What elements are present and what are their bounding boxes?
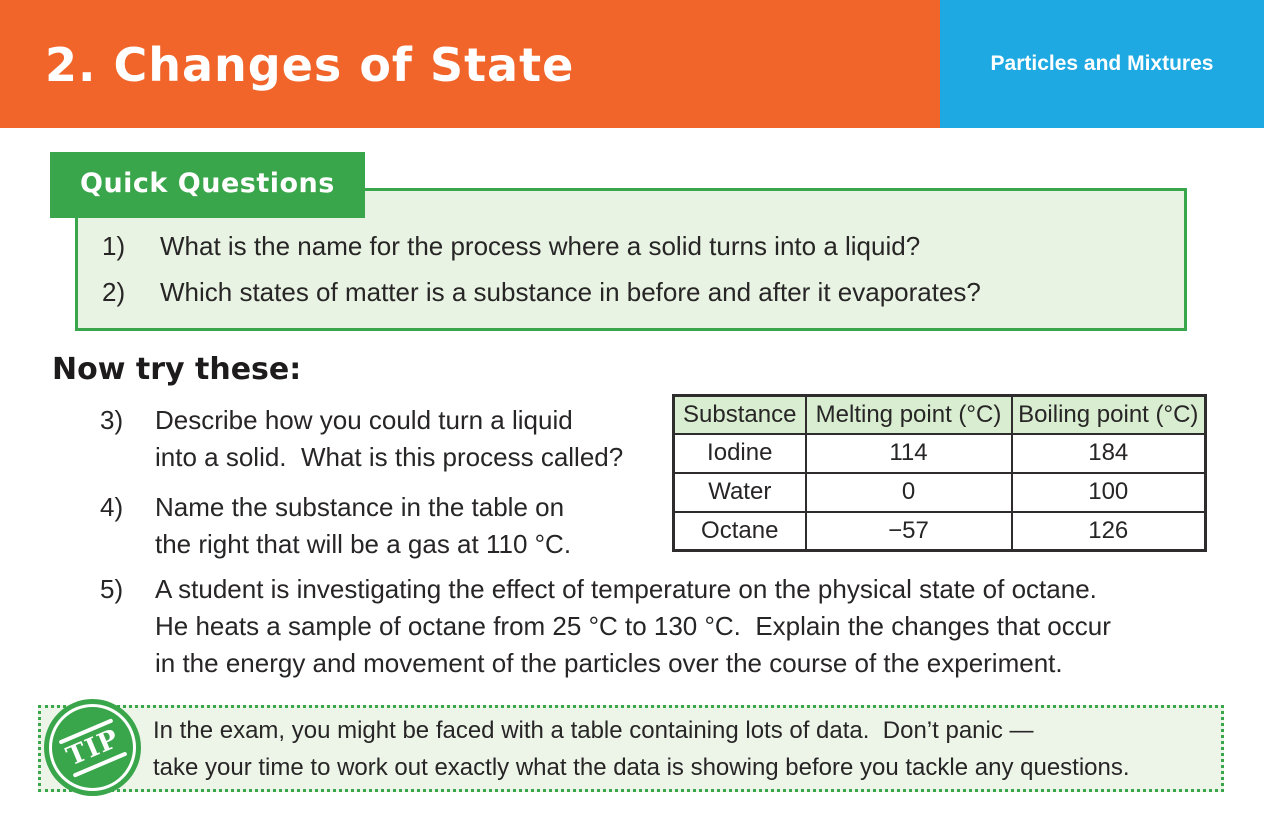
question-number: 5) [100,574,124,604]
question-item-5 [0,571,1111,682]
table-cell: Water [674,473,806,512]
table-cell: 126 [1012,512,1206,551]
tip-stamp-icon [44,699,141,796]
table-row [674,434,1206,473]
question-number: 2) [102,276,126,307]
table-header-row [674,396,1206,434]
table-row [674,512,1206,551]
quick-question-item [78,228,1184,264]
column-header: Boiling point (°C) [1012,396,1206,434]
question-line: in the energy and movement of the particles over the course of the experiment. [155,648,1063,678]
question-number: 3) [100,405,124,435]
table-cell: 100 [1012,473,1206,512]
quick-questions-tab-label: Quick Questions [80,167,335,199]
table-cell: −57 [806,512,1012,551]
question-text [155,402,623,476]
table-cell: Octane [674,512,806,551]
question-line: A student is investigating the effect of temperature on the physical state of octane. [155,574,1097,604]
column-header: Melting point (°C) [806,396,1012,434]
topic-tag-label: Particles and Mixtures [990,52,1214,75]
melting-boiling-table [672,394,1207,552]
question-line: Name the substance in the table on [155,492,565,522]
tip-stamp-label: TIP [61,723,124,772]
question-text [155,489,571,563]
now-try-heading: Now try these: [52,352,302,387]
tip-text-line: take your time to work out exactly what the data is showing before you tackle any questions. [153,753,1130,781]
table-cell: 184 [1012,434,1206,473]
question-text: Which states of matter is a substance in before and after it evaporates? [160,276,981,307]
question-item-4 [0,489,571,563]
question-line: into a solid. What is this process called? [155,442,624,472]
tip-stamp-content [58,718,127,777]
table-cell: Iodine [674,434,806,473]
column-header: Substance [674,396,806,434]
question-item-3 [0,402,623,476]
page-title: 2. Changes of State [45,38,575,92]
question-line: the right that will be a gas at 110 °C. [155,529,572,559]
quick-question-item [78,274,1184,310]
tip-box [38,705,1224,792]
question-text: What is the name for the process where a solid turns into a liquid? [160,230,921,261]
tip-text-line: In the exam, you might be faced with a table containing lots of data. Don’t panic — [153,716,1034,744]
question-text [155,571,1111,682]
topic-tag [940,0,1264,128]
question-line: He heats a sample of octane from 25 °C to 130 °C. Explain the changes that occur [155,611,1111,641]
table-cell: 0 [806,473,1012,512]
header-banner [0,0,1264,128]
question-number: 4) [100,492,124,522]
question-line: Describe how you could turn a liquid [155,405,573,435]
table-cell: 114 [806,434,1012,473]
quick-questions-tab [50,152,365,218]
table-row [674,473,1206,512]
question-number: 1) [102,230,126,261]
